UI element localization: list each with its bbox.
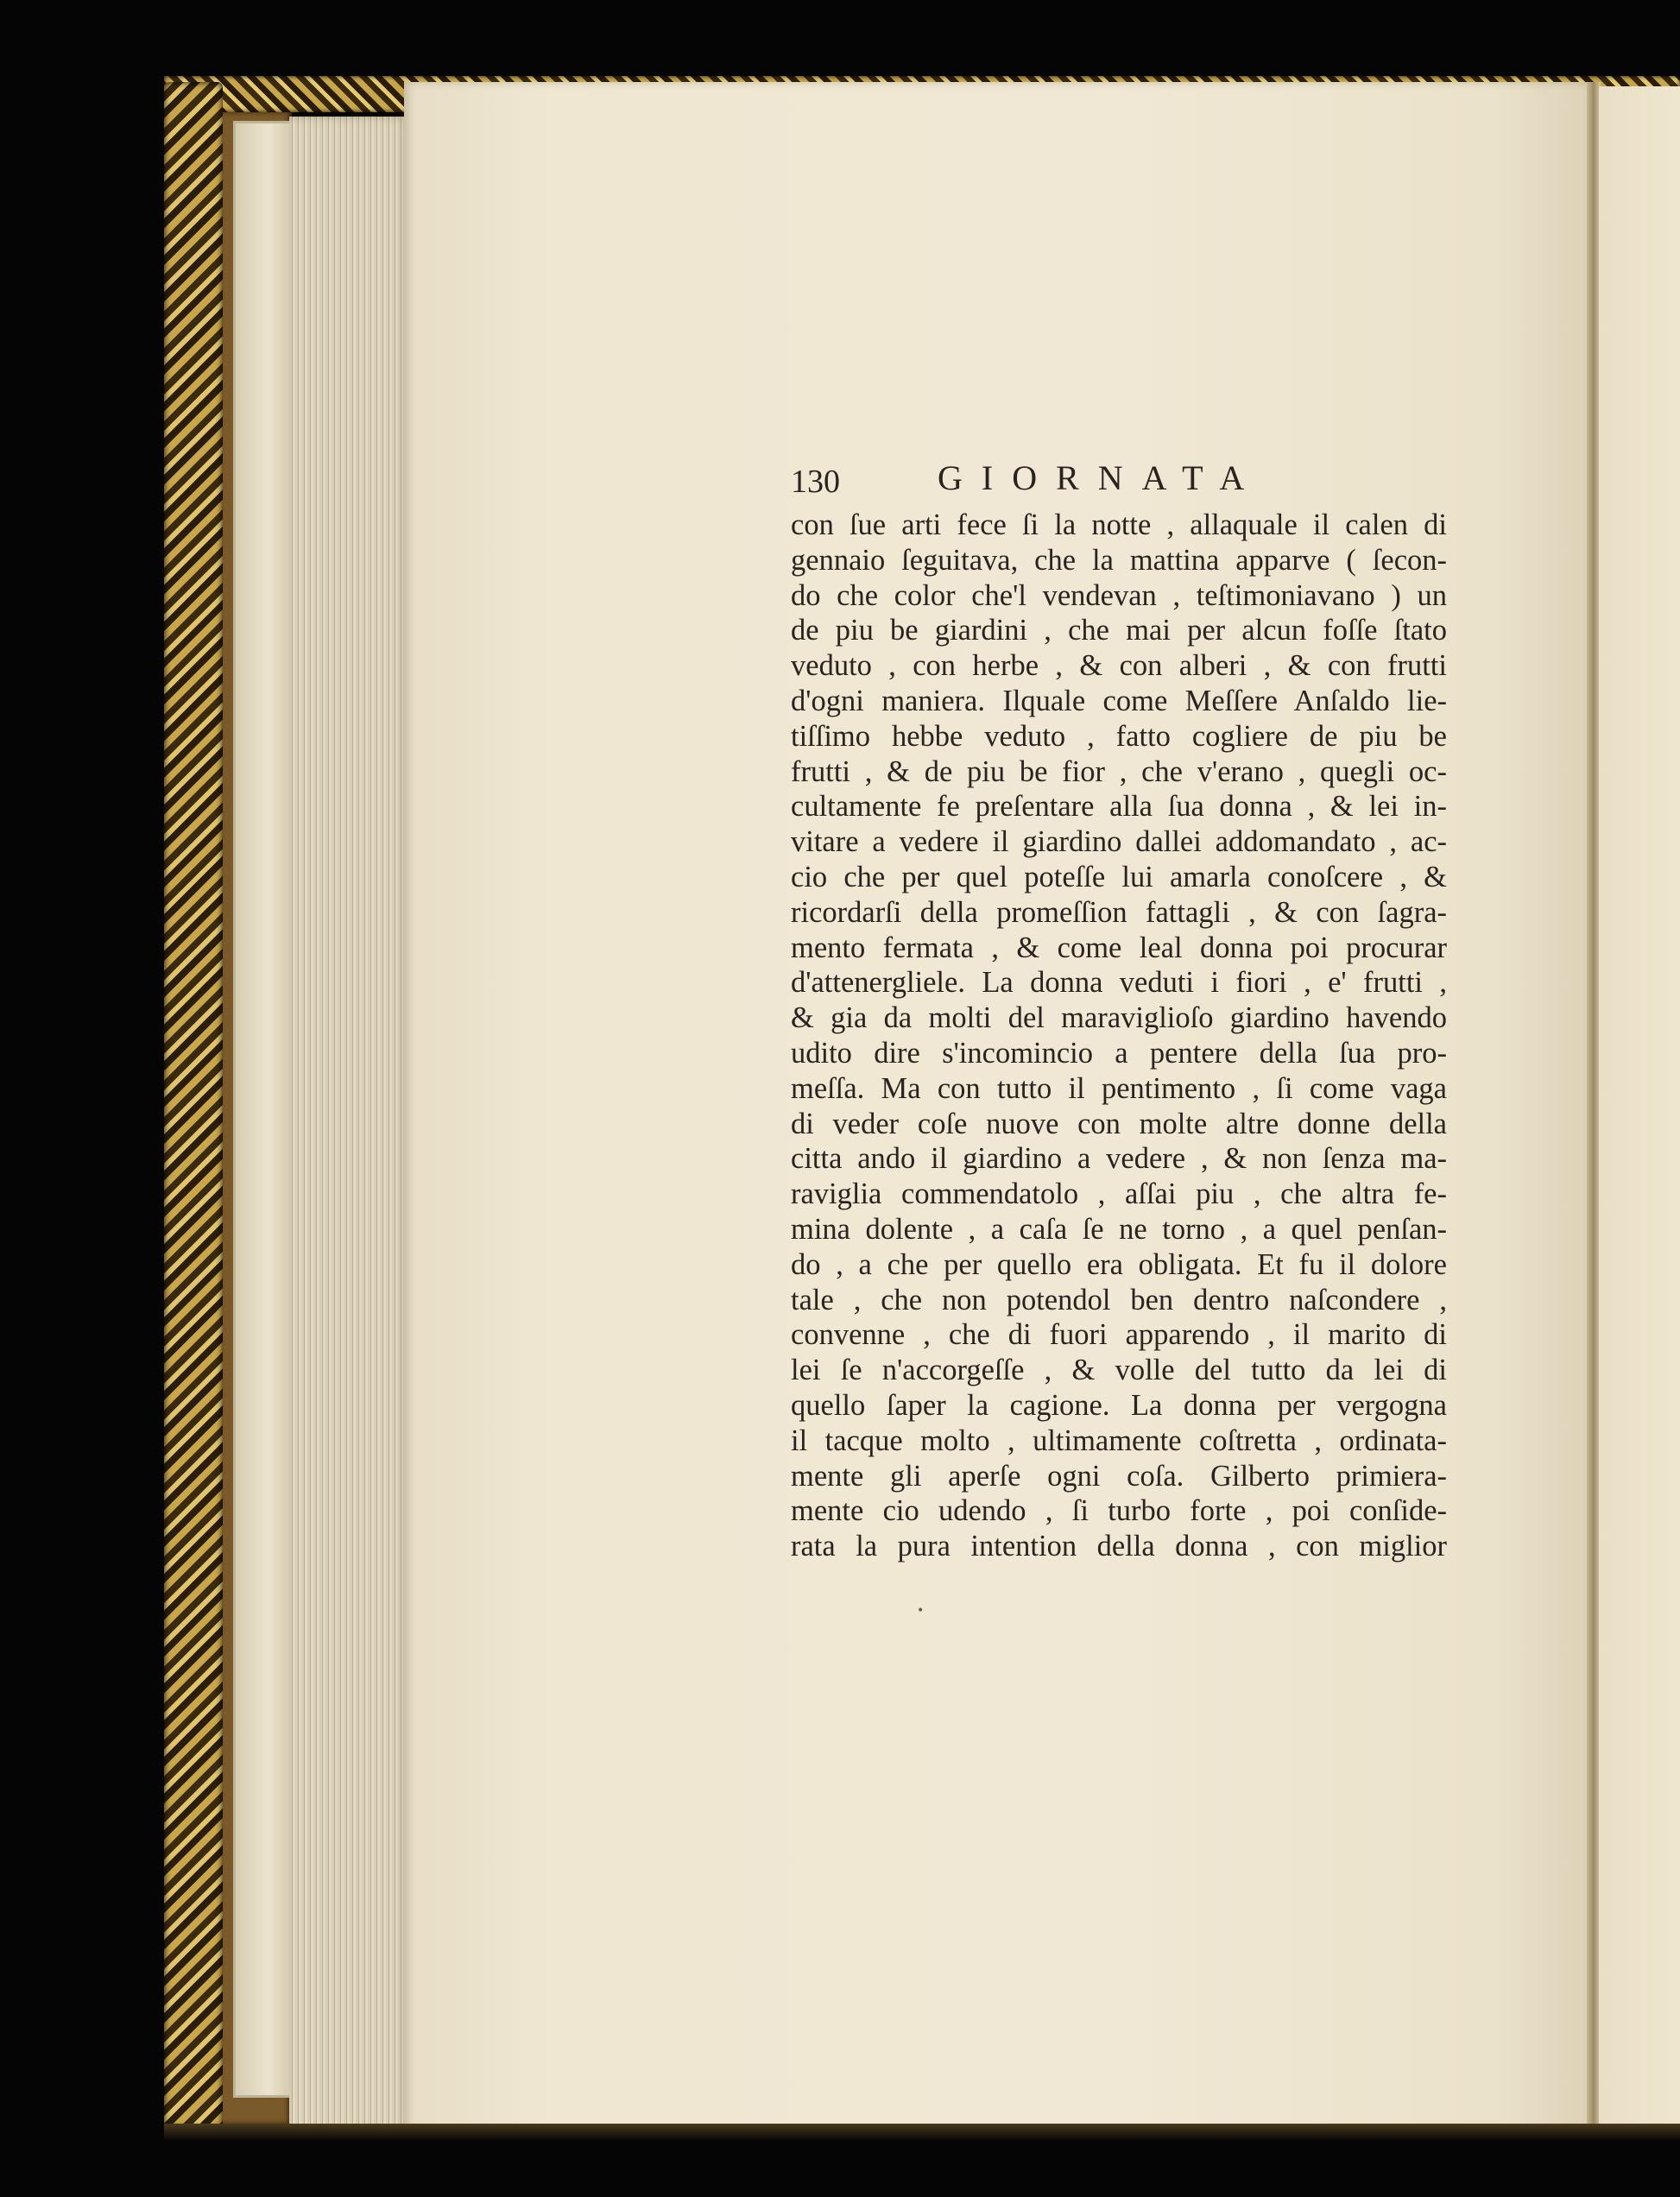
text-line: frutti , & de piu be fior , che v'erano , quegli oc- — [791, 754, 1447, 788]
text-line: & gia da molti del maraviglioſo giardino havendo — [791, 1001, 1447, 1035]
running-head — [791, 458, 1447, 508]
text-line: lei ſe n'accorgeſſe , & volle del tutto da lei di — [791, 1354, 1447, 1387]
text-line: con ſue arti fece ſi la notte , allaquale il calen di — [791, 508, 1447, 541]
text-line: de piu be giardini , che mai per alcun foſſe ſtato — [791, 614, 1447, 647]
text-line: quello ſaper la cagione. La donna per vergogna — [791, 1388, 1447, 1422]
text-line: rata la pura intention della donna , con miglior — [791, 1530, 1447, 1563]
text-line: convenne , che di fuori apparendo , il marito di — [791, 1318, 1447, 1352]
text-line: tale , che non potendol ben dentro naſcondere , — [791, 1283, 1447, 1316]
running-head-title: GIORNATA — [938, 458, 1264, 497]
text-line: do che color che'l vendevan , teſtimoniavano ) un — [791, 578, 1447, 612]
body-text — [791, 508, 1447, 1564]
text-line: ricordarſi della promeſſion fattagli , & con ſagra- — [791, 895, 1447, 929]
page-edges — [289, 117, 410, 2137]
text-line: meſſa. Ma con tutto il pentimento , ſi come vaga — [791, 1071, 1447, 1105]
text-line: raviglia commendatolo , aſſai piu , che altra fe- — [791, 1177, 1447, 1211]
flyleaf — [233, 121, 294, 2098]
text-line: vitare a vedere il giardino dallei addomandato , ac- — [791, 825, 1447, 859]
text-line: gennaio ſeguitava, che la mattina apparve ( ſecon- — [791, 543, 1447, 577]
text-line: d'attenergliele. La donna veduti i fiori , e' frutti , — [791, 966, 1447, 1000]
facing-page-edge — [1599, 86, 1680, 2132]
text-line: mina dolente , a caſa ſe ne torno , a quel penſan- — [791, 1212, 1447, 1246]
text-line: mento fermata , & come leal donna poi procurar — [791, 931, 1447, 964]
text-line: veduto , con herbe , & con alberi , & con frutti — [791, 649, 1447, 683]
text-line: mente gli aperſe ogni coſa. Gilberto primiera- — [791, 1459, 1447, 1493]
text-line: di veder coſe nuove con molte altre donne della — [791, 1107, 1447, 1140]
text-line: do , a che per quello era obligata. Et fu il dolore — [791, 1247, 1447, 1281]
text-block — [791, 458, 1447, 1564]
text-line: udito dire s'incomincio a pentere della ſua pro- — [791, 1036, 1447, 1070]
footer-mark: • — [917, 1604, 925, 1618]
text-line: citta ando il giardino a vedere , & non ſenza ma- — [791, 1142, 1447, 1176]
text-line: cultamente fe preſentare alla ſua donna , & lei in- — [791, 790, 1447, 824]
text-line: d'ogni maniera. Ilquale come Meſſere Anſaldo lie- — [791, 684, 1447, 717]
text-line: cio che per quel poteſſe lui amarla conoſcere , & — [791, 860, 1447, 893]
gilt-border-left — [164, 82, 223, 2128]
text-line: mente cio udendo , ſi turbo forte , poi conſide- — [791, 1494, 1447, 1528]
text-line: il tacque molto , ultimamente coſtretta , ordinata- — [791, 1424, 1447, 1457]
text-line: tiſſimo hebbe veduto , fatto cogliere de piu be — [791, 719, 1447, 753]
bottom-shadow — [164, 2124, 1680, 2141]
page-number: 130 — [791, 464, 840, 500]
